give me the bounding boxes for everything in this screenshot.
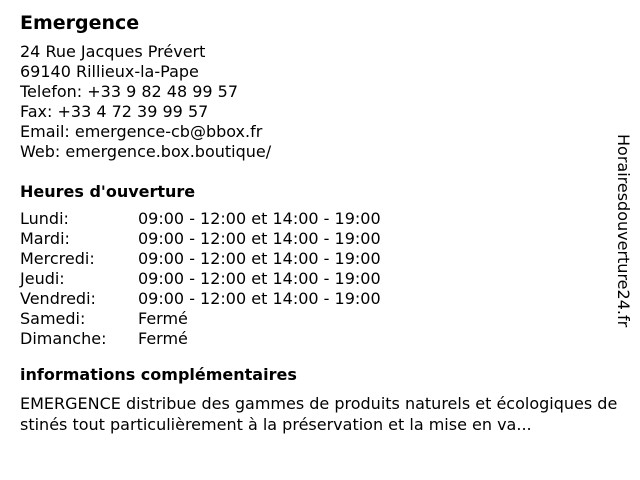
phone-number: Telefon: +33 9 82 48 99 57	[20, 82, 239, 101]
hours-day: Mardi:	[20, 229, 70, 248]
hours-row-monday	[20, 209, 620, 229]
hours-row-sunday	[20, 329, 620, 349]
hours-day: Jeudi:	[20, 269, 65, 288]
hours-time: 09:00 - 12:00 et 14:00 - 19:00	[138, 209, 381, 228]
hours-table	[20, 209, 620, 349]
info-description: EMERGENCE distribue des gammes de produits naturels et écologiques destinés tout particulièrement à la préservation et la mise en va...	[20, 394, 618, 434]
hours-time: 09:00 - 12:00 et 14:00 - 19:00	[138, 229, 381, 248]
business-card	[20, 10, 620, 435]
hours-time: 09:00 - 12:00 et 14:00 - 19:00	[138, 249, 381, 268]
hours-time: 09:00 - 12:00 et 14:00 - 19:00	[138, 289, 381, 308]
contact-block	[20, 42, 620, 162]
hours-title: Heures d'ouverture	[20, 182, 196, 201]
site-watermark: Horairesdouverture24.fr	[614, 134, 633, 328]
hours-row-wednesday	[20, 249, 620, 269]
website-address: Web: emergence.box.boutique/	[20, 142, 272, 161]
hours-day: Mercredi:	[20, 249, 95, 268]
hours-day: Lundi:	[20, 209, 69, 228]
hours-day: Dimanche:	[20, 329, 107, 348]
address-street: 24 Rue Jacques Prévert	[20, 42, 206, 61]
hours-row-friday	[20, 289, 620, 309]
fax-number: Fax: +33 4 72 39 99 57	[20, 102, 209, 121]
address-city: 69140 Rillieux-la-Pape	[20, 62, 199, 81]
hours-day: Vendredi:	[20, 289, 96, 308]
hours-row-thursday	[20, 269, 620, 289]
hours-row-saturday	[20, 309, 620, 329]
business-name: Emergence	[20, 12, 140, 34]
email-address: Email: emergence-cb@bbox.fr	[20, 122, 263, 141]
hours-day: Samedi:	[20, 309, 86, 328]
hours-row-tuesday	[20, 229, 620, 249]
hours-time: Fermé	[138, 309, 188, 328]
info-title: informations complémentaires	[20, 365, 297, 384]
hours-time: Fermé	[138, 329, 188, 348]
hours-time: 09:00 - 12:00 et 14:00 - 19:00	[138, 269, 381, 288]
